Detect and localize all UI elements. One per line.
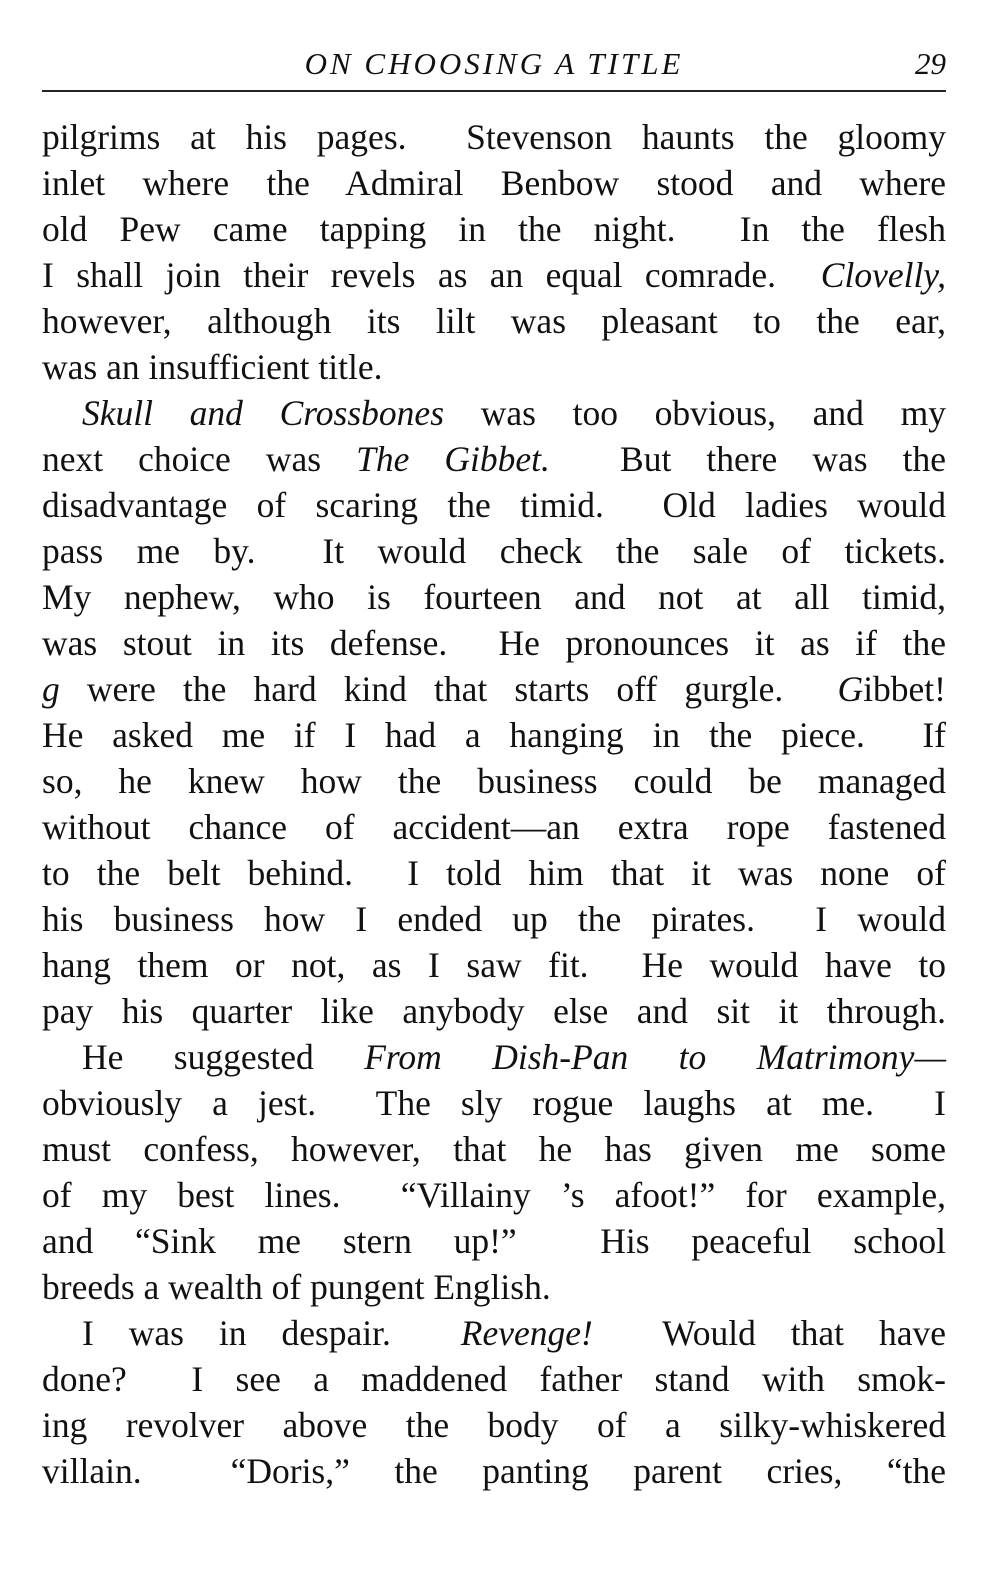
text-line: [42, 804, 946, 850]
text-line: [42, 1402, 946, 1448]
text-run: done? I see a maddened father stand with smok-: [42, 1359, 946, 1399]
page-number: 29: [915, 46, 946, 81]
text-run: were the hard kind that starts off gurgle.: [59, 669, 838, 709]
text-run: ibbet!: [863, 669, 946, 709]
text-run: his business how I ended up the pirates. I would: [42, 899, 946, 939]
text-run: My nephew, who is fourteen and not at all timid,: [42, 577, 946, 617]
text-line: [42, 988, 946, 1034]
text-line: [42, 666, 946, 712]
text-run: hang them or not, as I saw fit. He would have to: [42, 945, 946, 985]
text-run: I was in despair.: [82, 1313, 461, 1353]
text-line: [42, 896, 946, 942]
text-line: [42, 1264, 946, 1310]
text-run: ing revolver above the body of a silky-whiskered: [42, 1405, 946, 1445]
text-run: I shall join their revels as an equal comrade.: [42, 255, 821, 295]
italic-text: Revenge!: [460, 1313, 593, 1353]
text-run: and “Sink me stern up!” His peaceful school: [42, 1221, 946, 1261]
text-line: [42, 850, 946, 896]
text-line: [42, 758, 946, 804]
text-run: without chance of accident—an extra rope fastened: [42, 807, 946, 847]
text-run: He asked me if I had a hanging in the piece. If: [42, 715, 946, 755]
text-line: [42, 298, 946, 344]
text-line: [42, 1034, 946, 1080]
text-line: [42, 114, 946, 160]
italic-text: g: [42, 669, 60, 709]
text-run: must confess, however, that he has given me some: [42, 1129, 946, 1169]
italic-text: The Gibbet.: [356, 439, 550, 479]
italic-text: Clovelly,: [820, 255, 946, 295]
text-run: next choice was: [42, 439, 357, 479]
text-run: was stout in its defense. He pronounces it as if the: [42, 623, 946, 663]
text-run: to the belt behind. I told him that it was none of: [42, 853, 946, 893]
body-text: [42, 114, 946, 1494]
text-run: inlet where the Admiral Benbow stood and where: [42, 163, 946, 203]
text-run: breeds a wealth of pungent English.: [42, 1267, 551, 1307]
text-line: [42, 942, 946, 988]
text-line: [42, 1126, 946, 1172]
text-line: [42, 712, 946, 758]
italic-text: From Dish-Pan to Matrimony—: [364, 1037, 947, 1077]
text-run: disadvantage of scaring the timid. Old ladies would: [42, 485, 946, 525]
text-line: [42, 1356, 946, 1402]
text-line: [42, 1080, 946, 1126]
text-run: obviously a jest. The sly rogue laughs at me. I: [42, 1083, 946, 1123]
text-run: Would that have: [592, 1313, 946, 1353]
text-run: old Pew came tapping in the night. In the flesh: [42, 209, 946, 249]
running-head: [42, 40, 946, 92]
text-run: But there was the: [549, 439, 946, 479]
text-line: [42, 528, 946, 574]
text-line: [42, 436, 946, 482]
text-run: He suggested: [82, 1037, 365, 1077]
text-run: of my best lines. “Villainy ’s afoot!” for example,: [42, 1175, 946, 1215]
text-run: was too obvious, and my: [444, 393, 946, 433]
text-line: [42, 206, 946, 252]
text-run: pass me by. It would check the sale of tickets.: [42, 531, 946, 571]
italic-text: Skull and Crossbones: [82, 393, 445, 433]
text-line: [42, 574, 946, 620]
text-run: villain. “Doris,” the panting parent cries, “the: [42, 1451, 946, 1491]
text-line: [42, 1448, 946, 1494]
text-line: [42, 344, 946, 390]
text-line: [42, 160, 946, 206]
text-run: however, although its lilt was pleasant to the ear,: [42, 301, 946, 341]
text-run: was an insufficient title.: [42, 347, 383, 387]
text-line: [42, 482, 946, 528]
text-line: [42, 390, 946, 436]
text-run: pilgrims at his pages. Stevenson haunts the gloomy: [42, 117, 946, 157]
text-line: [42, 1310, 946, 1356]
italic-text: G: [837, 669, 864, 709]
text-run: pay his quarter like anybody else and sit it through.: [42, 991, 946, 1031]
book-page: [42, 40, 946, 1494]
running-title: ON CHOOSING A TITLE: [304, 46, 684, 81]
text-line: [42, 252, 946, 298]
text-line: [42, 620, 946, 666]
text-line: [42, 1172, 946, 1218]
text-line: [42, 1218, 946, 1264]
text-run: so, he knew how the business could be managed: [42, 761, 946, 801]
